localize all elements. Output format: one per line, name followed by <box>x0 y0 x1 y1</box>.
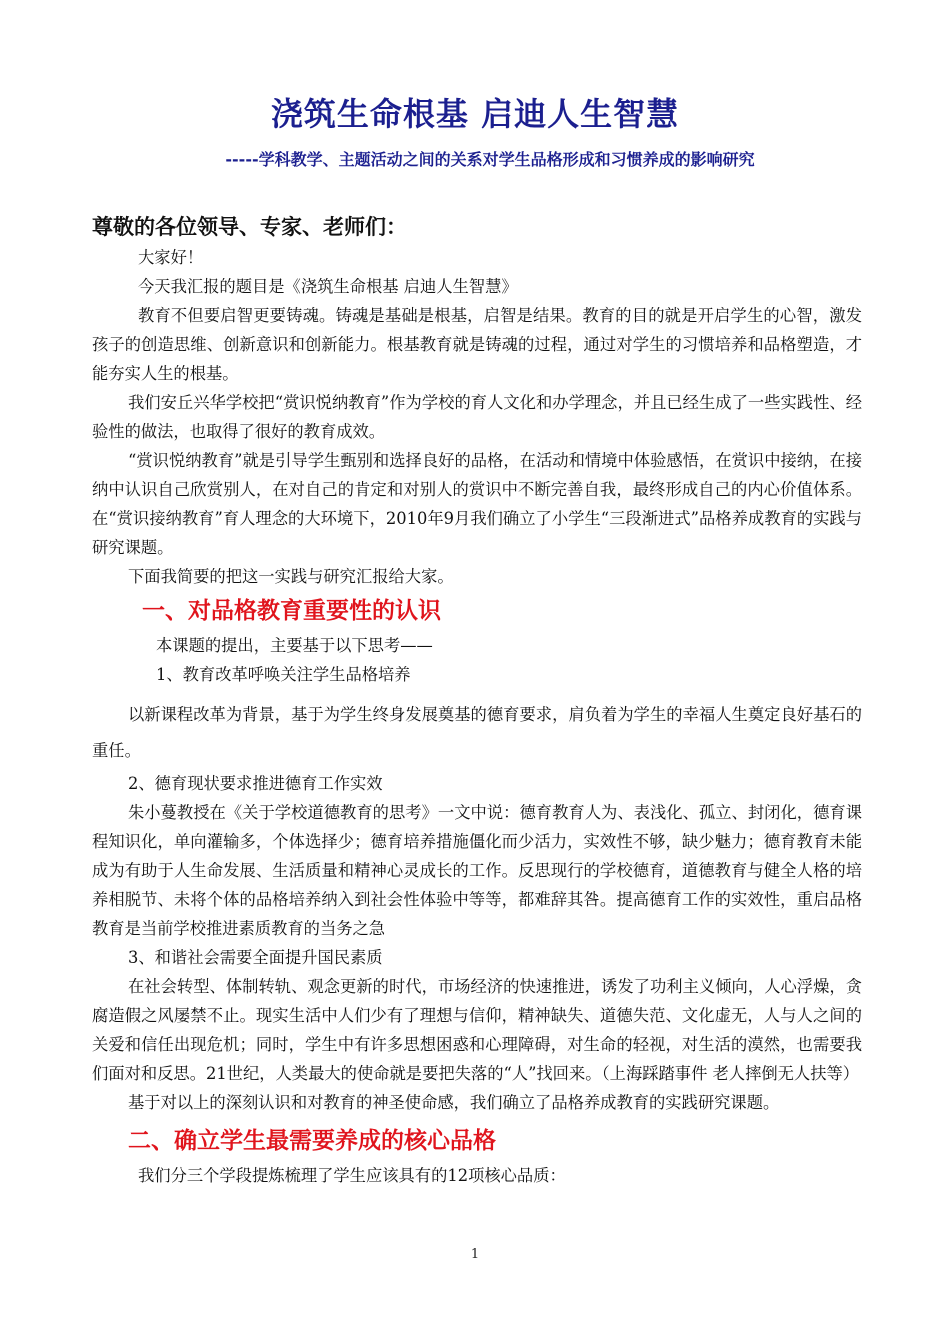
paragraph: 下面我简要的把这一实践与研究汇报给大家。 <box>128 567 454 586</box>
paragraph: 大家好！ <box>138 248 204 267</box>
document-title: 浇筑生命根基 启迪人生智慧 <box>270 95 680 133</box>
paragraph: 我们分三个学段提炼梳理了学生应该具有的12项核心品质： <box>138 1166 566 1185</box>
paragraph: “赏识悦纳教育”就是引导学生甄别和选择良好的品格，在活动和情境中体验感悟，在赏识中接纳，在接纳中认识自己欣赏别人，在对自己的肯定和对别人的赏识中不断完善自我，最终形成自己的内心价值体系。在“赏识接纳教育”育人理念的大环境下，2010年9月我们确立了小学生“三段渐进式”品格养成教育的实践与研究课题。 <box>92 451 862 557</box>
paragraph: 我们安丘兴华学校把“赏识悦纳教育”作为学校的育人文化和办学理念，并且已经生成了一些实践性、经验性的做法，也取得了很好的教育成效。 <box>92 393 862 441</box>
section-heading-1: 一、对品格教育重要性的认识 <box>142 598 441 624</box>
list-heading: 2、德育现状要求推进德育工作实效 <box>128 774 383 793</box>
paragraph: 在社会转型、体制转轨、观念更新的时代，市场经济的快速推进，诱发了功利主义倾向，人心浮燥，贪腐造假之风屡禁不止。现实生活中人们少有了理想与信仰，精神缺失、道德失范、文化虚无，人与人之间的关爱和信任出现危机；同时，学生中有许多思想困惑和心理障碍，对生命的轻视，对生活的漠然，也需要我们面对和反思。21世纪，人类最大的使命就是要把失落的“人”找回来。（上海踩踏事件 老人摔倒无人扶等） <box>92 977 862 1083</box>
paragraph: 今天我汇报的题目是《浇筑生命根基 启迪人生智慧》 <box>138 277 518 296</box>
list-heading: 1、教育改革呼唤关注学生品格培养 <box>156 665 411 684</box>
paragraph: 基于对以上的深刻认识和对教育的神圣使命感，我们确立了品格养成教育的实践研究课题。 <box>128 1093 780 1112</box>
list-heading: 3、和谐社会需要全面提升国民素质 <box>128 948 383 967</box>
paragraph: 教育不但要启智更要铸魂。铸魂是基础是根基，启智是结果。教育的目的就是开启学生的心智，激发孩子的创造思维、创新意识和创新能力。根基教育就是铸魂的过程，通过对学生的习惯培养和品格塑造，才能夯实人生的根基。 <box>92 306 862 383</box>
section-heading-2: 二、确立学生最需要养成的核心品格 <box>128 1128 496 1154</box>
document-body <box>92 243 862 1190</box>
paragraph: 以新课程改革为背景，基于为学生终身发展奠基的德育要求，肩负着为学生的幸福人生奠定良好基石的重任。 <box>92 705 862 760</box>
page-number: 1 <box>470 1247 480 1262</box>
paragraph: 本课题的提出，主要基于以下思考—— <box>156 636 433 655</box>
document-subtitle: -----学科教学、主题活动之间的关系对学生品格形成和习惯养成的影响研究 <box>225 150 755 169</box>
salutation: 尊敬的各位领导、专家、老师们： <box>92 215 407 239</box>
paragraph: 朱小蔓教授在《关于学校道德教育的思考》一文中说：德育教育人为、表浅化、孤立、封闭化，德育课程知识化，单向灌输多，个体选择少；德育培养措施僵化而少活力，实效性不够，缺少魅力；德育教育未能成为有助于人生命发展、生活质量和精神心灵成长的工作。反思现行的学校德育，道德教育与健全人格的培养相脱节、未将个体的品格培养纳入到社会性体验中等等，都难辞其咎。提高德育工作的实效性，重启品格教育是当前学校推进素质教育的当务之急 <box>92 803 862 938</box>
